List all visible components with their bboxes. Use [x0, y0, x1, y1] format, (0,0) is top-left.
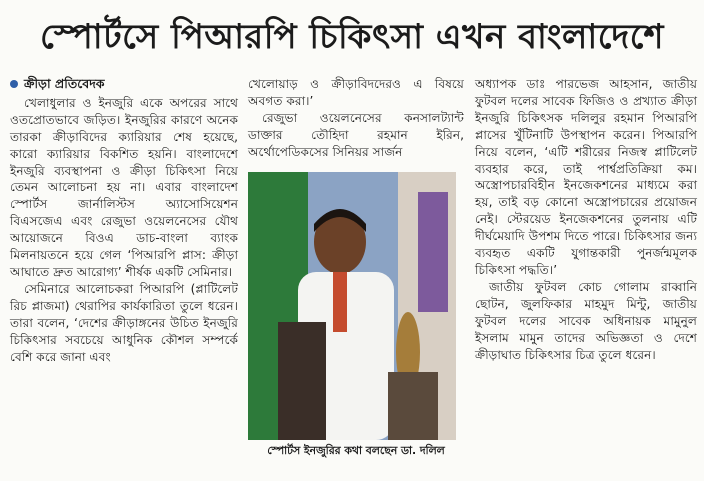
- article-column-1: [10, 76, 238, 365]
- speaker-photo-illustration: [248, 172, 456, 440]
- photo-caption: স্পোর্টস ইনজুরির কথা বলছেন ডা. দলিল: [267, 444, 445, 457]
- byline-text: ক্রীড়া প্রতিবেদক: [24, 76, 105, 91]
- paragraph: খেলোয়াড় ও ক্রীড়াবিদদেরও এ বিষয়ে অবগত করা।’: [248, 77, 464, 108]
- article-column-3: [475, 76, 697, 363]
- article-photo: [248, 172, 456, 440]
- bullet-icon: [10, 80, 18, 88]
- article-column-2: [248, 76, 464, 161]
- paragraph: রেজুভা ওয়েলনেসের কনসালট্যান্ট ডাক্তার তৌহিদা রহমান ইরিন, অর্থোপেডিকসের সিনিয়র সার্জন: [248, 110, 464, 159]
- paragraph: অধ্যাপক ডাঃ পারভেজ আহসান, জাতীয় ফুটবল দলের সাবেক ফিজিও ও প্রখ্যাত ক্রীড়া ইনজুরি চিকিৎসক দলিলুর রহমান পিআরপি প্লাসের খুঁটিনাটি উপস্থাপন করেন। পিআরপি নিয়ে বলেন, ‘এটি শরীরের নিজস্ব প্লাটিলেট ব্যবহার করে, তাই পার্শ্বপ্রতিক্রিয়া কম। অস্ত্রোপচারবিহীন ইনজেকশনের মাধ্যমে করা হয়, তাই বড় কোনো অস্ত্রোপচারের প্রয়োজন নেই। স্টেরয়েড ইনজেকশনের তুলনায় এটি দীর্ঘমেয়াদি উপশম দিতে পারে। চিকিৎসার জন্য ব্যবহৃত একটি যুগান্তকারী পুনর্জন্মমূলক চিকিৎসা পদ্ধতি।’: [475, 77, 697, 277]
- byline: [10, 76, 238, 93]
- headline: স্পোর্টসে পিআরপি চিকিৎসা এখন বাংলাদেশে: [39, 17, 665, 57]
- paragraph: সেমিনারে আলোচকরা পিআরপি (প্লাটিলেট রিচ প্লাজমা) থেরাপির কার্যকারিতা তুলে ধরেন। তারা বলেন, ‘দেশের ক্রীড়াঙ্গনের উচিত ইনজুরি চিকিৎসার সবচেয়ে আধুনিক কৌশল সম্পর্কে বেশি করে জানা এবং: [10, 281, 238, 364]
- paragraph: জাতীয় ফুটবল কোচ গোলাম রাব্বানি ছোটন, জুলফিকার মাহমুদ মিন্টু, জাতীয় ফুটবল দলের সাবেক অধিনায়ক মামুনুল ইসলাম মামুন তাদের অভিজ্ঞতা ও দেশে ক্রীড়াঘাত চিকিৎসার চিত্র তুলে ধরেন।: [475, 279, 697, 362]
- paragraph: খেলাধুলার ও ইনজুরি একে অপরের সাথে ওতপ্রোতভাবে জড়িত। ইনজুরির কারণে অনেক তারকা ক্রীড়াবিদের ক্যারিয়ার শেষ হয়েছে, কারো ক্যারিয়ার বিকশিত হয়নি। বাংলাদেশে ইনজুরি ব্যবস্থাপনা ও ক্রীড়া চিকিৎসা নিয়ে তেমন আলোচনা হয় না। এবার বাংলাদেশ স্পোর্টস জার্নালিস্টস অ্যাসোসিয়েশন বিএসজেএ এবং রেজুভা ওয়েলনেসের যৌথ আয়োজনে বিওএ ডাচ-বাংলা ব্যাংক মিলনায়তনে হয়ে গেল ‘পিআরপি প্লাস: ক্রীড়া আঘাতে দ্রুত আরোগ্য’ শীর্ষক একটি সেমিনার।: [10, 95, 238, 279]
